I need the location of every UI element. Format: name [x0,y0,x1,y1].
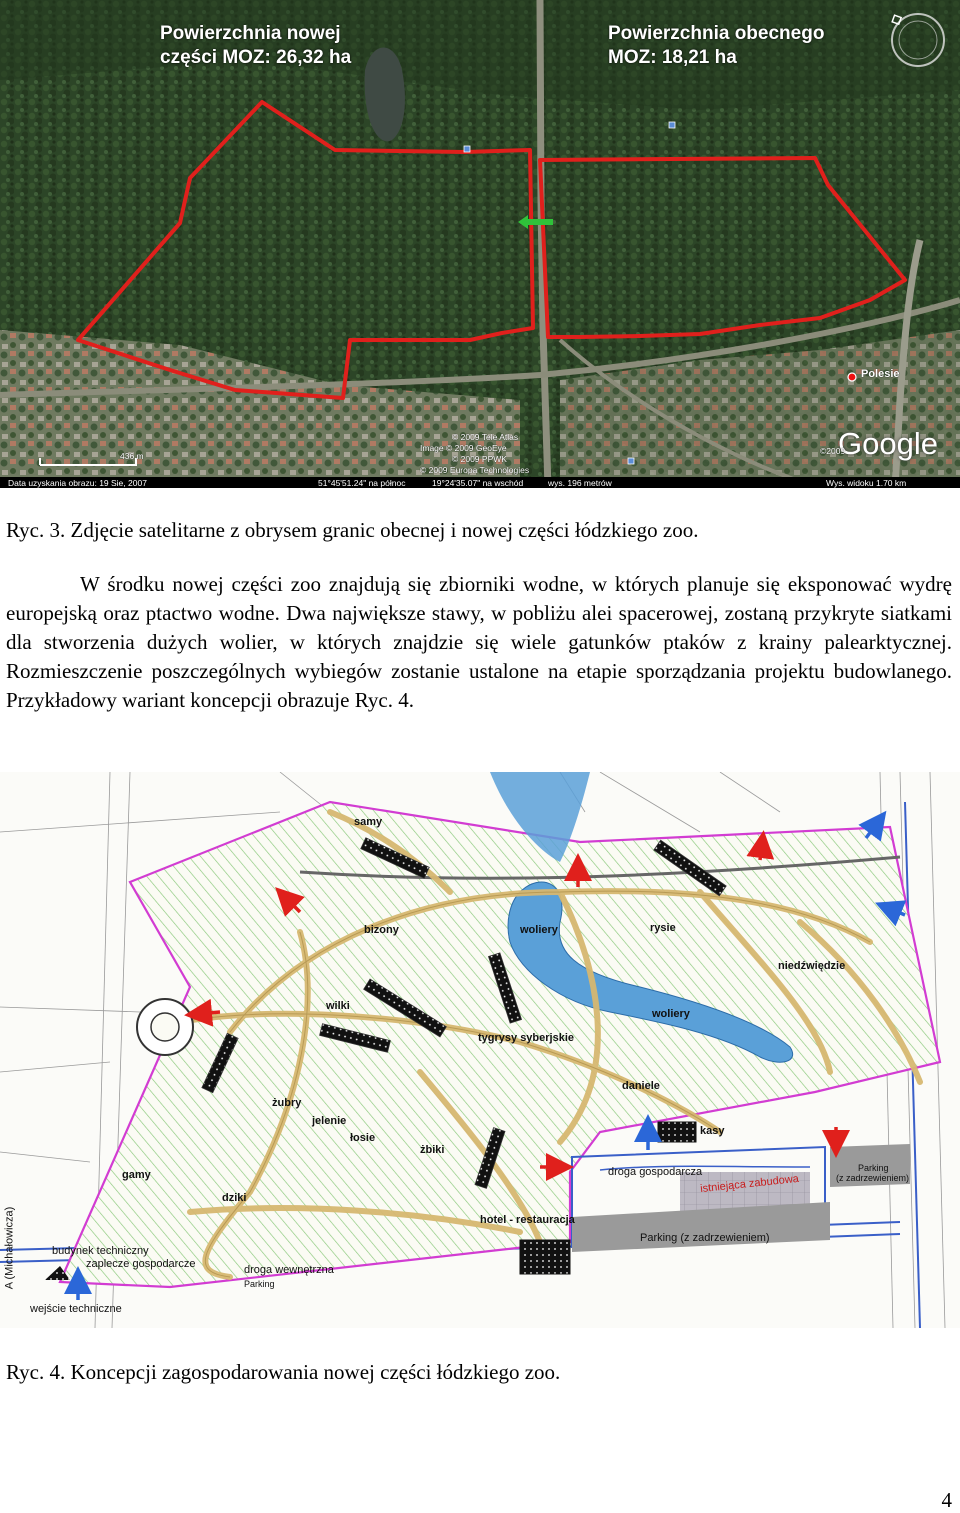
plan-label-dziki: dziki [222,1192,247,1204]
current-area-label [608,22,824,70]
plan-label-kasy: kasy [700,1125,725,1137]
new-area-label [160,22,351,70]
plan-label-parking-2: Parking (z zadrzewieniem) [640,1232,770,1244]
plan-label-losie: łosie [350,1132,376,1144]
plan-label-hotel: hotel - restauracja [480,1214,575,1226]
plan-label-budynek: budynek techniczny [52,1245,149,1257]
status-wys: wys. 196 metrów [548,478,612,488]
plan-label-gamy: gamy [122,1169,151,1181]
plan-label-rysie: rysie [650,922,676,934]
zoo-concept-plan [0,772,960,1328]
status-eye: Wys. widoku 1.70 km [826,478,907,488]
status-lat: 51°45'51.24" na północ [318,478,406,488]
plan-label-woliery-1: woliery [520,924,558,936]
plan-label-parking-1: Parking [858,1163,889,1173]
plan-label-droga-wewnetrzna: droga wewnętrzna [244,1264,334,1276]
plan-label-bizony: bizony [364,924,399,936]
status-lon: 19°24'35.07" na wschód [432,478,524,488]
plan-label-parking-3: Parking [244,1279,275,1289]
plan-label-istniejaca-zabudowa: istniejąca zabudowa [699,1172,800,1196]
body-paragraph: W środku nowej części zoo znajdują się zbiorniki wodne, w których planuje się eksponować wydrę europejską oraz ptactwo wodne. Dwa największe stawy, w pobliżu alei spacerowej, zostaną przykryte siatkami dla stworzenia dużych wolier, w których znajdzie się wiele gatunków ptaków z krainy palearktycznej. Rozmieszczenie poszczególnych wybiegów zostanie ustalone na etapie sporządzania projektu budowlanego. Przykładowy wariant koncepcji obrazuje Ryc. 4. [6,572,952,712]
status-date: Data uzyskania obrazu: 19 Sie, 2007 [8,478,147,488]
plan-label-tygrysy: tygrysy syberjskie [478,1032,575,1044]
plan-label-wilki: wilki [326,1000,350,1012]
plan-label-street: A (Michałowicza) [3,1206,16,1290]
scale-label: 436 m [120,451,144,461]
plan-label-daniele: daniele [622,1080,660,1092]
copyright-line-2: Image © 2009 GeoEye [420,443,507,453]
plan-label-wejscie: wejście techniczne [30,1303,122,1315]
google-logo: Google [838,426,938,461]
caption-ryc3: Ryc. 3. Zdjęcie satelitarne z obrysem granic obecnej i nowej części łódzkiego zoo. [6,518,699,542]
plan-label-zaplecze: zaplecze gospodarcze [86,1258,196,1270]
plan-label-parking-1b: (z zadrzewieniem) [836,1173,910,1183]
current-area-label-line2: MOZ: 18,21 ha [608,47,737,68]
current-area-label-line1: Powierzchnia obecnego [608,23,825,44]
satellite-map [0,0,960,488]
plan-label-droga-gospodarcza: droga gospodarcza [608,1166,703,1178]
plan-label-woliery-2: woliery [652,1008,690,1020]
satellite-image [0,0,960,488]
place-label-polesie: Polesie [861,368,900,380]
copyright-line-4: © 2009 Europa Technologies [420,465,530,475]
copyright-line-1: © 2009 Tele Atlas [452,432,519,442]
plan-label-samy: samy [354,816,383,828]
caption-ryc4: Ryc. 4. Koncepcji zagospodarowania nowej części łódzkiego zoo. [6,1360,561,1384]
plan-label-zbiki: żbiki [420,1144,445,1156]
page-number: 4 [941,1488,952,1512]
copyright-line-3: © 2009 PPWK [452,454,507,464]
plan-label-zubry: żubry [272,1097,302,1109]
new-area-label-line1: Powierzchnia nowej [160,23,341,44]
plan-label-niedzwiedzie: niedźwiędzie [778,960,846,972]
new-area-label-line2: części MOZ: 26,32 ha [160,47,352,68]
plan-label-jelenie: jelenie [312,1115,347,1127]
google-year: ©2009 [820,446,846,456]
